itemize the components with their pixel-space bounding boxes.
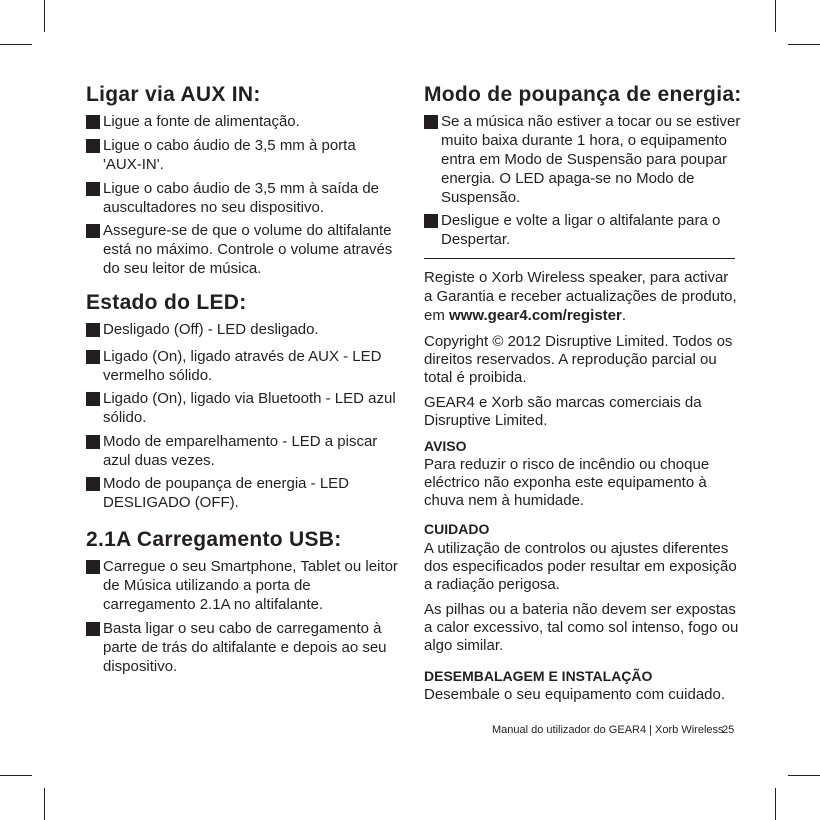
item-text: parte de trás do altifalante e depois ao seu: [103, 639, 387, 656]
bullet-icon: [86, 560, 100, 574]
item-text: Desligado (Off) - LED desligado.: [103, 321, 319, 338]
unpacking-line: Desembale o seu equipamento com cuidado.: [424, 686, 726, 703]
crop-mark: [788, 44, 820, 45]
item-text: dispositivo.: [103, 658, 178, 675]
bullet-icon: [86, 392, 100, 406]
item-text: Despertar.: [441, 231, 511, 248]
item-text: auscultadores no seu dispositivo.: [103, 199, 324, 216]
item-text: Ligue o cabo áudio de 3,5 mm à saída de: [103, 180, 380, 197]
crop-mark: [775, 0, 776, 32]
caution-line: a radiação perigosa.: [424, 576, 560, 593]
item-text: entra em Modo de Suspensão para poupar: [441, 151, 728, 168]
crop-mark: [788, 775, 820, 776]
led-heading: Estado do LED:: [86, 291, 247, 314]
item-text: Ligado (On), ligado através de AUX - LED: [103, 348, 382, 365]
item-text: sólido.: [103, 409, 147, 426]
copyright-line: total é proibida.: [424, 369, 527, 386]
item-text: Desligue e volte a ligar o altifalante para o: [441, 212, 721, 229]
item-text: 'AUX-IN'.: [103, 156, 164, 173]
caution-line: A utilização de controlos ou ajustes diferentes: [424, 540, 729, 557]
trademark-line: Disruptive Limited.: [424, 412, 548, 429]
item-text: Basta ligar o seu cabo de carregamento à: [103, 620, 382, 637]
item-text: muito baixa durante 1 hora, o equipamento: [441, 132, 728, 149]
bullet-icon: [86, 477, 100, 491]
usb-heading: 2.1A Carregamento USB:: [86, 528, 342, 551]
bullet-icon: [86, 115, 100, 129]
energy-heading: Modo de poupança de energia:: [424, 83, 742, 106]
crop-mark: [0, 44, 32, 45]
page-number: 25: [722, 724, 735, 736]
bullet-icon: [424, 115, 438, 129]
crop-mark: [44, 0, 45, 32]
batteries-line: a calor excessivo, tal como sol intenso, fogo ou: [424, 619, 739, 636]
register-line-1: Registe o Xorb Wireless speaker, para activar: [424, 269, 729, 286]
register-line-2: a Garantia e receber actualizações de produto,: [424, 288, 737, 305]
batteries-line: As pilhas ou a bateria não devem ser expostas: [424, 601, 736, 618]
crop-mark: [44, 788, 45, 820]
bullet-icon: [86, 224, 100, 238]
footer-manual-title: Manual do utilizador do GEAR4 | Xorb Wireless: [492, 724, 724, 736]
register-line-3: [424, 306, 626, 325]
item-text: está no máximo. Controle o volume através: [103, 241, 393, 258]
item-text: Se a música não estiver a tocar ou se estiver: [441, 113, 741, 130]
item-text: azul duas vezes.: [103, 452, 215, 469]
item-text: do seu leitor de música.: [103, 260, 262, 277]
bullet-icon: [86, 182, 100, 196]
aux-heading: Ligar via AUX IN:: [86, 83, 261, 106]
item-text: Assegure-se de que o volume do altifalante: [103, 222, 392, 239]
trademark-line: GEAR4 e Xorb são marcas comerciais da: [424, 394, 702, 411]
item-text: Modo de poupança de energia - LED: [103, 475, 350, 492]
section-divider: [424, 258, 735, 259]
register-url-link[interactable]: www.gear4.com/register: [449, 307, 622, 324]
copyright-line: direitos reservados. A reprodução parcial ou: [424, 351, 717, 368]
warning-line: eléctrico não exponha este equipamento à: [424, 474, 707, 491]
bullet-icon: [86, 350, 100, 364]
warning-line: Para reduzir o risco de incêndio ou choque: [424, 456, 710, 473]
item-text: DESLIGADO (OFF).: [103, 494, 239, 511]
register-prefix: em: [424, 307, 450, 324]
warning-title: AVISO: [424, 438, 467, 454]
item-text: Ligue o cabo áudio de 3,5 mm à porta: [103, 137, 356, 154]
bullet-icon: [86, 323, 100, 337]
caution-title: CUIDADO: [424, 521, 490, 537]
bullet-icon: [86, 139, 100, 153]
crop-mark: [0, 775, 32, 776]
item-text: energia. O LED apaga-se no Modo de: [441, 170, 695, 187]
register-suffix: .: [621, 307, 627, 324]
item-text: Suspensão.: [441, 189, 521, 206]
item-text: vermelho sólido.: [103, 367, 213, 384]
warning-line: chuva nem à humidade.: [424, 492, 585, 509]
bullet-icon: [424, 214, 438, 228]
caution-line: dos especificados poder resultar em exposição: [424, 558, 737, 575]
item-text: Ligue a fonte de alimentação.: [103, 113, 300, 130]
bullet-icon: [86, 622, 100, 636]
batteries-line: algo similar.: [424, 637, 504, 654]
copyright-line: Copyright © 2012 Disruptive Limited. Todos os: [424, 333, 733, 350]
item-text: Ligado (On), ligado via Bluetooth - LED azul: [103, 390, 396, 407]
item-text: carregamento 2.1A no altifalante.: [103, 596, 324, 613]
item-text: Carregue o seu Smartphone, Tablet ou leitor: [103, 558, 398, 575]
bullet-icon: [86, 435, 100, 449]
crop-mark: [775, 788, 776, 820]
item-text: de Música utilizando a porta de: [103, 577, 311, 594]
item-text: Modo de emparelhamento - LED a piscar: [103, 433, 378, 450]
unpacking-title: DESEMBALAGEM E INSTALAÇÃO: [424, 668, 653, 684]
